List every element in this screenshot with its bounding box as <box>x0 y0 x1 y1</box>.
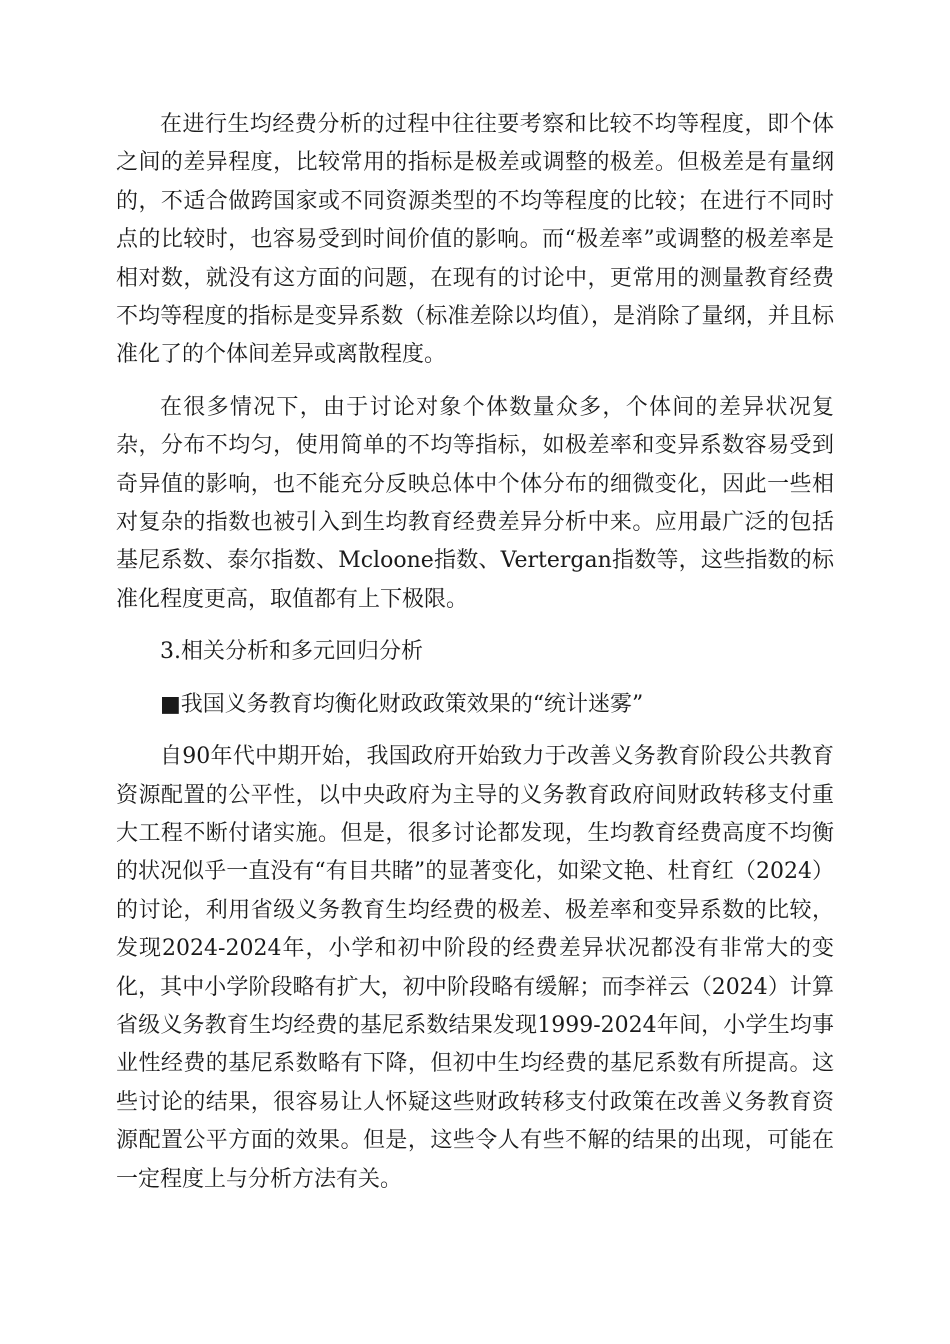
section-heading: 3.相关分析和多元回归分析 <box>160 639 423 665</box>
paragraph-complex-indices: 在很多情况下，由于讨论对象个体数量众多，个体间的差异状况复杂，分布不均匀，使用简单的不均等指标，如极差率和变异系数容易受到奇异值的影响，也不能充分反映总体中个体分布的细微变化，因此一些相对复杂的指数也被引入到生均教育经费差异分析中来。应用最广泛的包括基尼系数、泰尔指数、Mcloone指数、Vertergan指数等，这些指数的标准化程度更高，取值都有上下极限。 <box>116 394 834 612</box>
subsection-heading: ■我国义务教育均衡化财政政策效果的“统计迷雾” <box>160 691 644 717</box>
paragraph-inequality-measures: 在进行生均经费分析的过程中往往要考察和比较不均等程度，即个体之间的差异程度，比较常用的指标是极差或调整的极差。但极差是有量纲的，不适合做跨国家或不同资源类型的不均等程度的比较；在进行不同时点的比较时，也容易受到时间价值的影响。而“极差率”或调整的极差率是相对数，就没有这方面的问题，在现有的讨论中，更常用的测量教育经费不均等程度的指标是变异系数（标准差除以均值），是消除了量纲，并且标准化了的个体间差异或离散程度。 <box>116 112 834 368</box>
paragraph-spacer <box>116 672 834 686</box>
paragraph-spacer <box>116 619 834 633</box>
paragraph-spacer <box>116 375 834 389</box>
paragraph-policy-effects: 自90年代中期开始，我国政府开始致力于改善义务教育阶段公共教育资源配置的公平性，以中央政府为主导的义务教育政府间财政转移支付重大工程不断付诸实施。但是，很多讨论都发现，生均教育经费高度不均衡的状况似乎一直没有“有目共睹”的显著变化，如梁文艳、杜育红（2024）的讨论，利用省级义务教育生均经费的极差、极差率和变异系数的比较，发现2024-2024年，小学和初中阶段的经费差异状况都没有非常大的变化，其中小学阶段略有扩大，初中阶段略有缓解；而李祥云（2024）计算省级义务教育生均经费的基尼系数结果发现1999-2024年间，小学生均事业性经费的基尼系数略有下降，但初中生均经费的基尼系数有所提高。这些讨论的结果，很容易让人怀疑这些财政转移支付政策在改善义务教育资源配置公平方面的效果。但是，这些令人有些不解的结果的出现，可能在一定程度上与分析方法有关。 <box>116 744 834 1192</box>
paragraph-spacer <box>116 724 834 738</box>
document-body <box>116 106 834 1199</box>
